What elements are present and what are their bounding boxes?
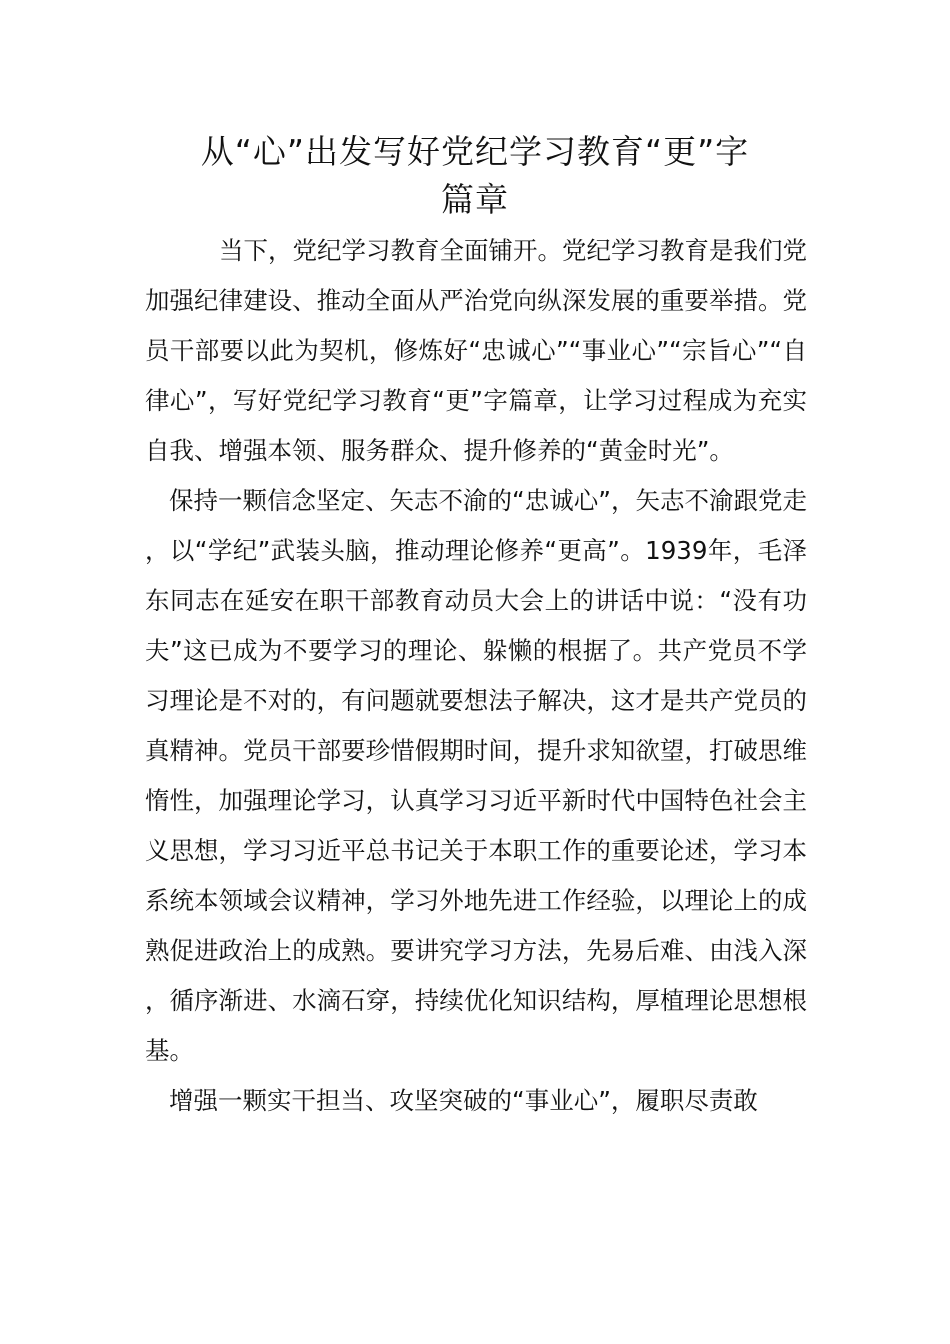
paragraph-intro: 当下，党纪学习教育全面铺开。党纪学习教育是我们党加强纪律建设、推动全面从严治党向纵深发展的重要举措。党员干部要以此为契机，修炼好“忠诚心”“事业心”“宗旨心”“自律心”，写好党纪学习教育“更”字篇章，让学习过程成为充实自我、增强本领、服务群众、提升修养的“黄金时光”。 bbox=[145, 236, 807, 465]
title-line-1: 从“心”出发写好党纪学习教育“更”字 bbox=[200, 132, 750, 171]
document-title bbox=[145, 128, 805, 224]
paragraph-loyalty: 保持一颗信念坚定、矢志不渝的“忠诚心”，矢志不渝跟党走，以“学纪”武装头脑，推动理论修养“更高”。1939年，毛泽东同志在延安在职干部教育动员大会上的讲话中说：“没有功夫”这已成为不要学习的理论、躲懒的根据了。共产党员不学习理论是不对的，有问题就要想法子解决，这才是共产党员的真精神。党员干部要珍惜假期时间，提升求知欲望，打破思维惰性，加强理论学习，认真学习习近平新时代中国特色社会主义思想，学习习近平总书记关于本职工作的重要论述，学习本系统本领域会议精神，学习外地先进工作经验，以理论上的成熟促进政治上的成熟。要讲究学习方法，先易后难、由浅入深，循序渐进、水滴石穿，持续优化知识结构，厚植理论思想根基。 bbox=[145, 486, 807, 1065]
document-body bbox=[145, 226, 807, 1126]
paragraph-career: 增强一颗实干担当、攻坚突破的“事业心”，履职尽责敢 bbox=[169, 1086, 758, 1115]
title-line-2: 篇章 bbox=[441, 180, 509, 219]
